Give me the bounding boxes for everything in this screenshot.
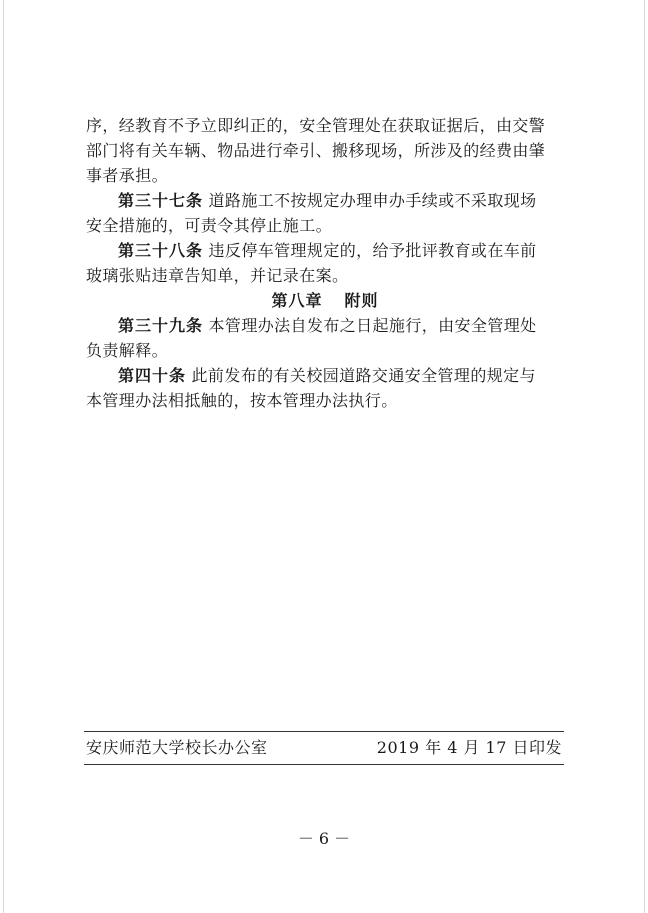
footer-date: 2019 年 4 月 17 日印发 [376,738,562,757]
article-40-label: 第四十条 [118,366,187,385]
article-37-text-2: 安全措施的，可责令其停止施工。 [86,216,333,235]
page-edge-left [3,0,4,913]
page-number: － 6 － [297,829,351,848]
article-40-text-2: 本管理办法相抵触的，按本管理办法执行。 [86,391,398,410]
text-line: 部门将有关车辆、物品进行牵引、搬移现场，所涉及的经费由肇 [86,141,546,160]
text-line: 事者承担。 [86,166,169,185]
article-37-label: 第三十七条 [118,191,204,210]
paragraph-continuation [86,113,564,188]
document-body [86,113,564,413]
chapter-heading [86,288,564,313]
article-38 [86,238,564,288]
article-37-text-1: 道路施工不按规定办理申办手续或不采取现场 [208,191,537,210]
chapter-title: 附则 [344,291,379,310]
article-39 [86,313,564,363]
footer-issuer: 安庆师范大学校长办公室 [86,738,268,757]
article-40 [86,363,564,413]
article-38-text-1: 违反停车管理规定的，给予批评教育或在车前 [208,241,537,260]
footer-rule-top [84,731,564,732]
article-38-label: 第三十八条 [118,241,204,260]
article-37 [86,188,564,238]
article-39-text-2: 负责解释。 [86,341,169,360]
text-line: 序，经教育不予立即纠正的，安全管理处在获取证据后，由交警 [86,116,546,135]
article-39-text-1: 本管理办法自发布之日起施行，由安全管理处 [208,316,537,335]
article-39-label: 第三十九条 [118,316,204,335]
article-38-text-2: 玻璃张贴违章告知单，并记录在案。 [86,266,349,285]
chapter-number: 第八章 [271,291,323,310]
footer-rule-bottom [84,764,564,765]
page-edge-right [644,0,645,913]
article-40-text-1: 此前发布的有关校园道路交通安全管理的规定与 [191,366,536,385]
